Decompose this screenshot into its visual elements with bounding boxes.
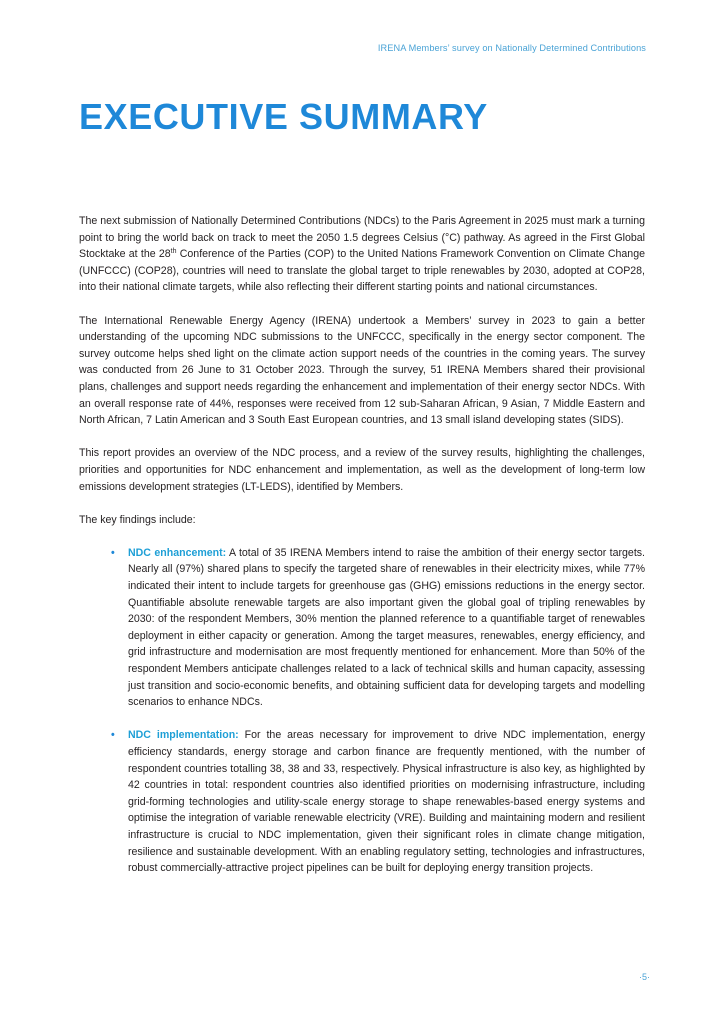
key-findings-list <box>79 545 645 877</box>
finding-label: NDC implementation: <box>128 729 239 742</box>
finding-label: NDC enhancement: <box>128 546 227 559</box>
ordinal-superscript: th <box>170 248 177 256</box>
page-title: EXECUTIVE SUMMARY <box>79 96 488 137</box>
running-header: IRENA Members’ survey on Nationally Determined Contributions <box>377 43 646 53</box>
finding-ndc-implementation <box>111 727 645 876</box>
body-content <box>79 213 645 893</box>
page-number: ·5· <box>638 972 650 982</box>
paragraph-survey: The International Renewable Energy Agency (IRENA) undertook a Members’ survey in 2023 to gain a better understanding of the upcoming NDC submissions to the UNFCCC, specifically in the energy sector component. The survey outcome helps shed light on the climate action support needs of the countries in the coming years. The survey was conducted from 26 June to 31 October 2023. Through the survey, 51 IRENA Members shared their provisional plans, challenges and support needs regarding the enhancement and implementation of their energy sector NDCs. With an overall response rate of 44%, responses were received from 12 sub-Saharan African, 9 Asian, 7 Middle Eastern and North African, 7 Latin American and 3 South East European countries, and 13 small island developing states (SIDS). <box>79 314 645 427</box>
paragraph-report-overview: This report provides an overview of the NDC process, and a review of the survey results, highlighting the challenges, priorities and opportunities for NDC enhancement and implementation, as well as the development of long-term low emissions development strategies (LT-LEDS), identified by Members. <box>79 447 645 493</box>
paragraph-intro-text-b: Conference of the Parties (COP) to the United Nations Framework Convention on Climate Change (UNFCCC) (COP28), countries will need to translate the global target to triple renewables by 2030, adopted at COP28, into their national climate targets, while also reflecting their different starting points and national circumstances. <box>79 248 645 294</box>
finding-ndc-enhancement <box>111 545 645 711</box>
page-number-value: 5 <box>641 972 647 982</box>
bullet-icon: • <box>111 729 115 742</box>
bullet-icon: • <box>111 546 115 559</box>
finding-text: A total of 35 IRENA Members intend to raise the ambition of their energy sector targets. Nearly all (97%) shared plans to specify the targeted share of renewables in their electricity mixes, while 77% indicated their intent to include targets for greenhouse gas (GHG) emissions reductions in the energy sector. Quantifiable absolute renewable targets are also important given the global goal of tripling renewables by 2030: of the respondent Members, 30% mention the planned reference to a quantifiable target of renewables deployment in either capacity or generation. Among the target measures, renewables, energy efficiency, and grid infrastructure and modernisation are most frequently mentioned for enhancement. More than 50% of the respondent Members anticipate challenges related to a lack of technical skills and human capacity, assessing just transition and socio-economic benefits, and obtaining sufficient data for developing targets and modelling scenarios to enhance NDCs. <box>128 546 645 709</box>
paragraph-intro-text-a: The next submission of Nationally Determined Contributions (NDCs) to the Paris Agreement in 2025 must mark a turning point to bring the world back on track to meet the 2050 1.5 degrees Celsius (°C) pathway. As agreed in the First Global Stocktake at the 28 <box>79 215 645 261</box>
paragraph-intro <box>79 213 645 296</box>
finding-text: For the areas necessary for improvement to drive NDC implementation, energy efficiency standards, energy storage and carbon finance are frequently mentioned, with the number of respondent countries totalling 38, 38 and 33, respectively. Physical infrastructure is also key, as highlighted by 42 countries in total: respondent countries also identified priorities on modernising infrastructure, including grid-forming technologies and utility-scale energy storage to shape renewables-based energy systems and optimise the integration of variable renewable electricity (VRE). Building and maintaining modern and resilient infrastructure is crucial to NDC implementation, given their significant roles in climate change mitigation, resilience and sustainable development. With an enabling regulatory setting, technologies and infrastructures, robust commercially-attractive project pipelines can be built for deploying energy transition projects. <box>128 729 645 875</box>
paragraph-key-findings-intro: The key findings include: <box>79 513 196 526</box>
